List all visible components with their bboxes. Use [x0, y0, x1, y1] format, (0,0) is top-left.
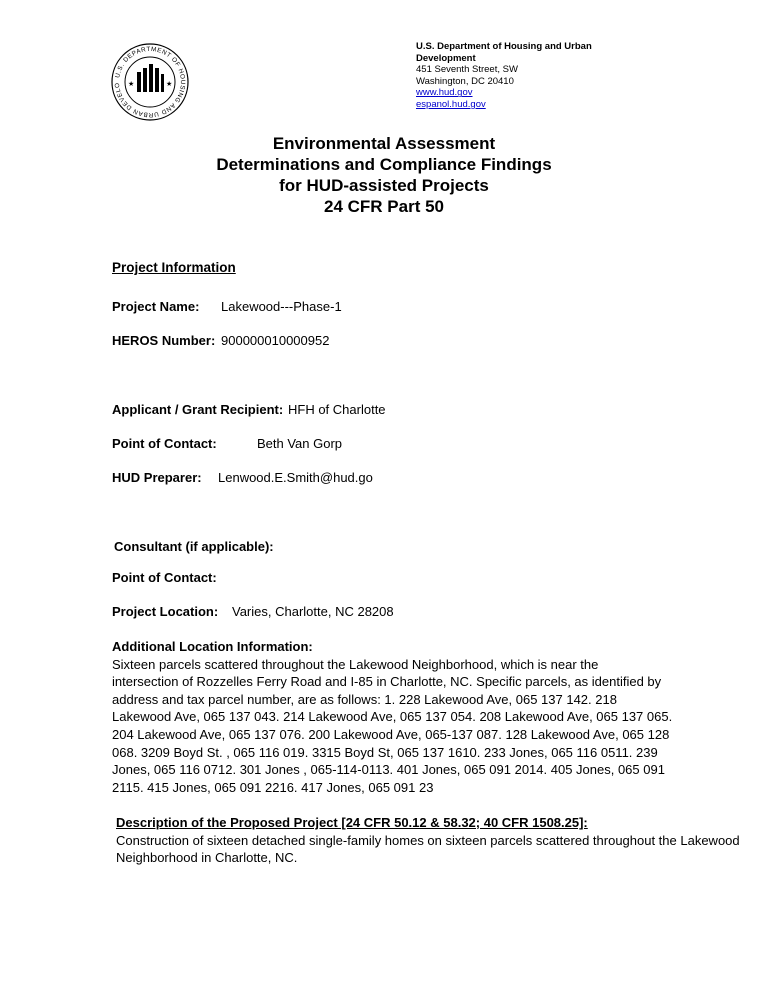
applicant-value: HFH of Charlotte [288, 402, 386, 417]
additional-location-line: address and tax parcel number, are as follows: 1. 228 Lakewood Ave, 065 137 142. 218 [112, 691, 617, 707]
title-line-2: Determinations and Compliance Findings [216, 155, 552, 174]
heros-number-label: HEROS Number: [112, 333, 216, 348]
additional-location-line: intersection of Rozzelles Ferry Road and I-85 in Charlotte, NC. Specific parcels, as identified by [112, 674, 662, 690]
hud-preparer-label: HUD Preparer: [112, 470, 202, 485]
project-name-value: Lakewood---Phase-1 [221, 299, 342, 314]
project-description-heading: Description of the Proposed Project [24 CFR 50.12 & 58.32; 40 CFR 1508.25]: [116, 815, 588, 830]
additional-location-heading: Additional Location Information: [112, 639, 313, 654]
project-location-label: Project Location: [112, 604, 219, 619]
agency-name-line2: Development [416, 52, 476, 64]
additional-location-line: Jones, 065 116 0712. 301 Jones , 065-114-0113. 401 Jones, 065 091 2014. 405 Jones, 065 091 [112, 762, 665, 778]
additional-location-line: Sixteen parcels scattered throughout the Lakewood Neighborhood, which is near the [112, 656, 599, 672]
point-of-contact-label: Point of Contact: [112, 436, 217, 451]
title-line-1: Environmental Assessment [272, 134, 496, 153]
project-description-line: Neighborhood in Charlotte, NC. [116, 850, 298, 866]
hud-gov-link[interactable]: www.hud.gov [416, 87, 473, 99]
project-location-value: Varies, Charlotte, NC 28208 [232, 604, 394, 619]
project-description-section [116, 814, 756, 867]
hud-address-block [416, 41, 616, 111]
additional-location-line: 204 Lakewood Ave, 065 137 076. 200 Lakewood Ave, 065-137 087. 128 Lakewood Ave, 065 128 [112, 726, 670, 742]
espanol-hud-gov-link[interactable]: espanol.hud.gov [416, 98, 486, 110]
heros-number-value: 900000010000952 [221, 333, 330, 348]
title-line-4: 24 CFR Part 50 [324, 197, 444, 216]
svg-text:U.S. DEPARTMENT OF HOUSING AND: U.S. DEPARTMENT OF HOUSING AND URBAN DEVELO [113, 45, 187, 119]
svg-text:★: ★ [128, 80, 135, 88]
hud-preparer-value: Lenwood.E.Smith@hud.go [218, 470, 373, 485]
agency-name-line1: U.S. Department of Housing and Urban [416, 41, 592, 52]
consultant-label: Consultant (if applicable): [114, 539, 274, 554]
hud-seal-logo [110, 42, 190, 122]
project-description-line: Construction of sixteen detached single-family homes on sixteen parcels scattered throughout the Lakewood [116, 832, 740, 848]
additional-location-line: 2115. 415 Jones, 065 091 2216. 417 Jones, 065 091 23 [112, 779, 434, 795]
applicant-label: Applicant / Grant Recipient: [112, 402, 284, 417]
city-address: Washington, DC 20410 [416, 75, 514, 87]
title-line-3: for HUD-assisted Projects [279, 176, 489, 195]
project-name-label: Project Name: [112, 299, 200, 314]
additional-location-line: 068. 3209 Boyd St. , 065 116 019. 3315 Boyd St, 065 137 1610. 233 Jones, 065 116 0511. 239 [112, 744, 658, 760]
additional-location-section [112, 638, 752, 796]
project-information-heading: Project Information [112, 260, 236, 275]
street-address: 451 Seventh Street, SW [416, 64, 518, 76]
additional-location-line: Lakewood Ave, 065 137 043. 214 Lakewood Ave, 065 137 054. 208 Lakewood Ave, 065 137 065. [112, 709, 673, 725]
point-of-contact-value: Beth Van Gorp [257, 436, 343, 451]
document-title [0, 133, 768, 217]
consultant-point-of-contact-label: Point of Contact: [112, 570, 217, 585]
svg-text:★: ★ [166, 80, 173, 88]
